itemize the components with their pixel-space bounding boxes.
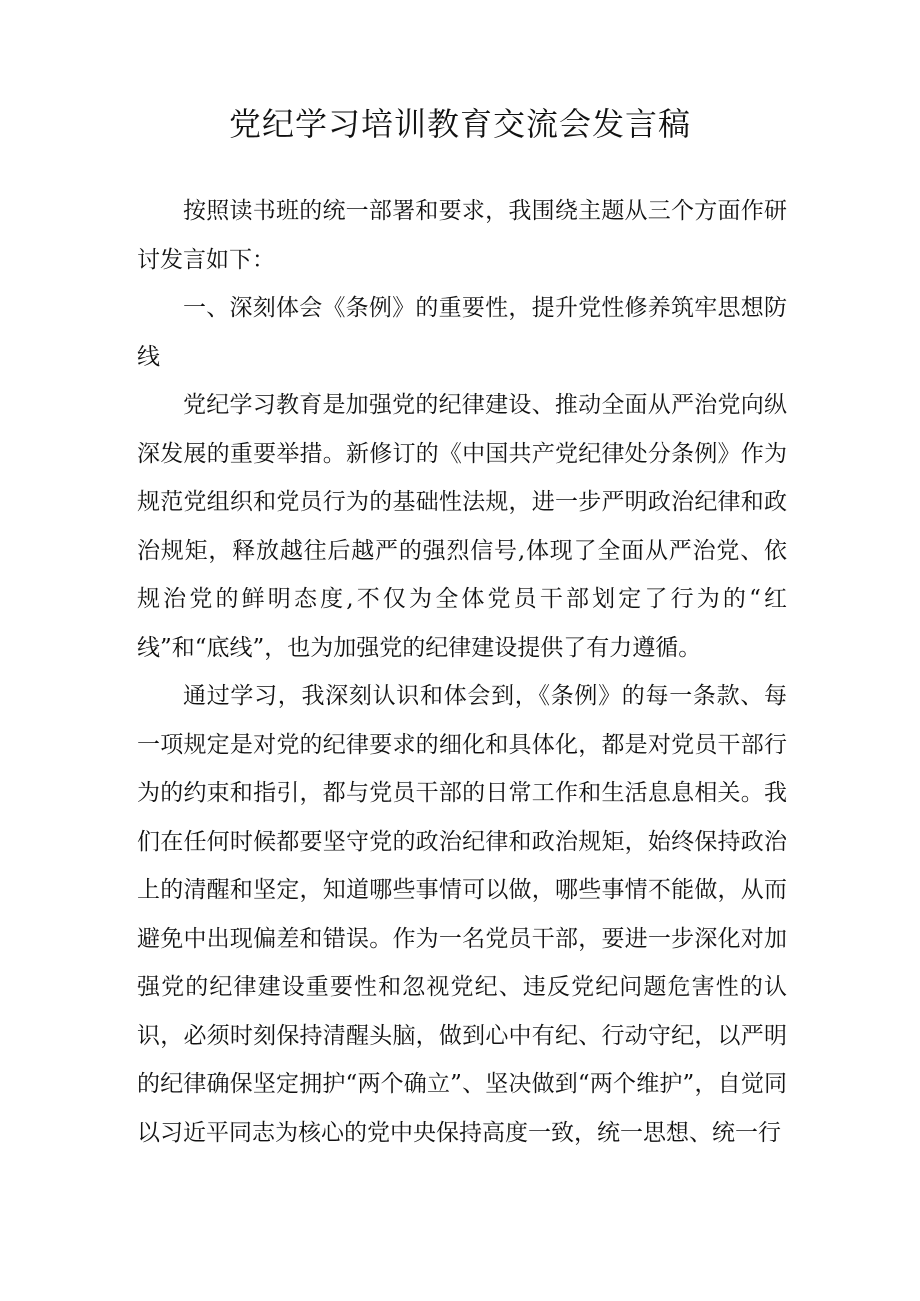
section-heading-one: 一、深刻体会《条例》的重要性，提升党性修养筑牢思想防线	[137, 295, 787, 370]
document-body	[137, 187, 787, 1157]
document-title: 党纪学习培训教育交流会发言稿	[228, 105, 691, 143]
paragraph-understanding: 通过学习，我深刻认识和体会到，《条例》的每一条款、每一项规定是对党的纪律要求的细化和具体化，都是对党员干部行为的约束和指引，都与党员干部的日常工作和生活息息相关。我们在任何时候都要坚守党的政治纪律和政治规矩，始终保持政治上的清醒和坚定，知道哪些事情可以做，哪些事情不能做，从而避免中出现偏差和错误。作为一名党员干部，要进一步深化对加强党的纪律建设重要性和忽视党纪、违反党纪问题危害性的认识，必须时刻保持清醒头脑，做到心中有纪、行动守纪，以严明的纪律确保坚定拥护“两个确立”、坚决做到“两个维护”，自觉同以习近平同志为核心的党中央保持高度一致，统一思想、统一行	[137, 683, 787, 1146]
paragraph-intro: 按照读书班的统一部署和要求，我围绕主题从三个方面作研讨发言如下：	[137, 198, 787, 273]
paragraph-significance: 党纪学习教育是加强党的纪律建设、推动全面从严治党向纵深发展的重要举措。新修订的《中国共产党纪律处分条例》作为规范党组织和党员行为的基础性法规，进一步严明政治纪律和政治规矩，释放越往后越严的强烈信号,体现了全面从严治党、依规治党的鲜明态度,不仅为全体党员干部划定了行为的“红线”和“底线”，也为加强党的纪律建设提供了有力遵循。	[137, 392, 787, 661]
